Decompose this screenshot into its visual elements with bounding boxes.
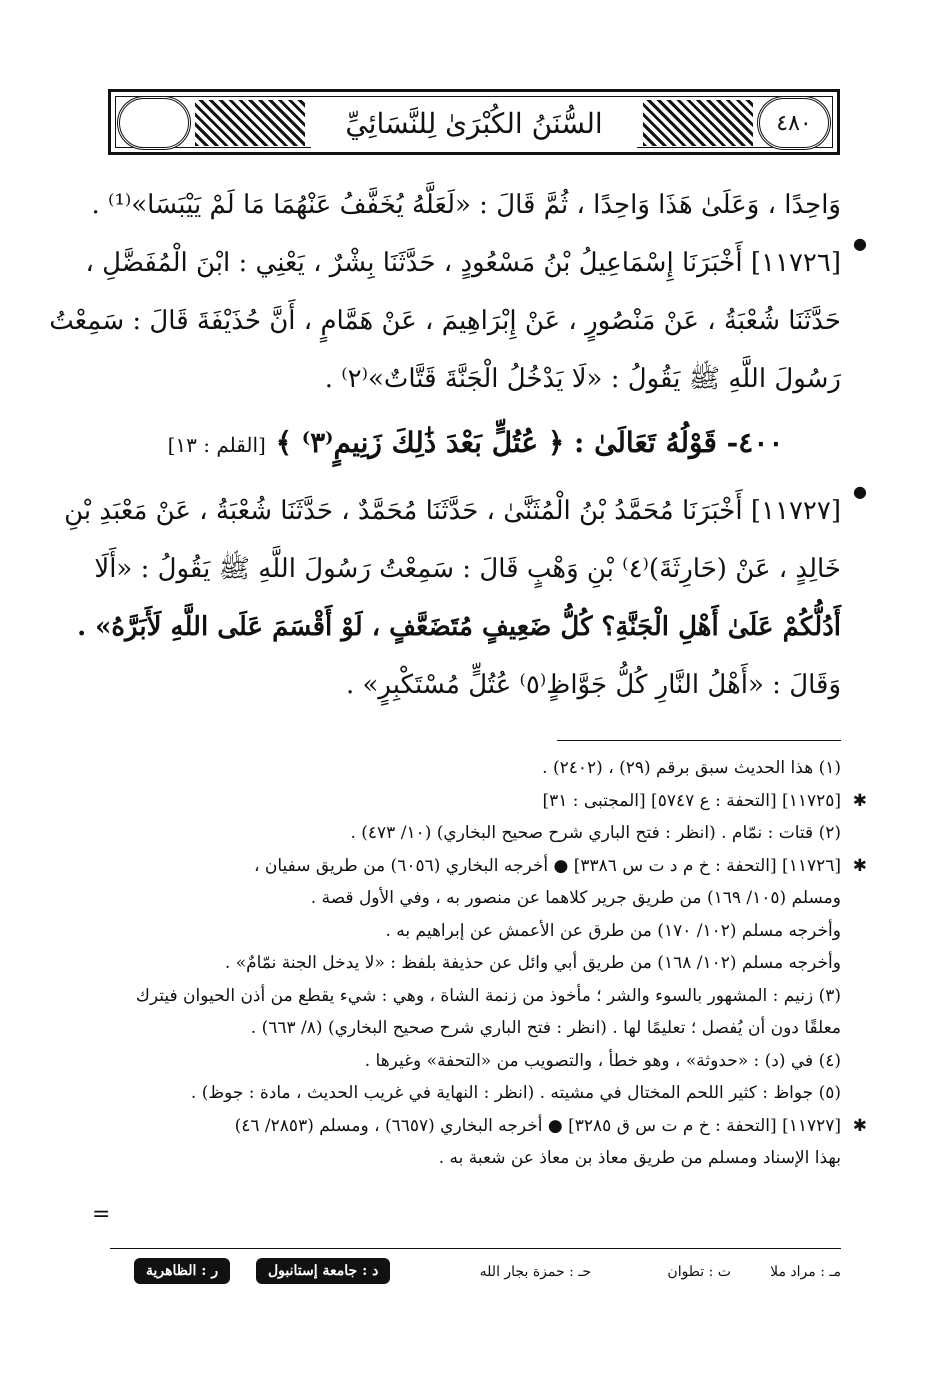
star-icon: ✱: [852, 790, 867, 811]
heading-text: ٤٠٠- قَوْلُهُ تَعَالَىٰ : ﴿ عُتُلٍّ بَعْدَ ذَٰلِكَ زَنِيمٍ⁽٣⁾ ﴾: [275, 426, 784, 459]
bullet-icon: ●: [853, 482, 867, 501]
footnote-takhrij: [110, 1110, 867, 1143]
header-ornament-left: [195, 100, 305, 146]
chapter-heading: [110, 412, 841, 476]
footnote-text: [١١٧٢٦] [التحفة : خ م د ت س ٣٣٨٦] ● أخرجه البخاري (٦٠٥٦) من طريق سفيان ،: [253, 855, 841, 876]
footnote: بهذا الإسناد ومسلم من طريق معاذ بن معاذ عن شعبة به .: [438, 1148, 841, 1168]
footnote: (٥) جواظ : كثير اللحم المختال في مشيته . (انظر : النهاية في غريب الحديث ، مادة : جوظ) .: [190, 1083, 841, 1103]
text-line: حَدَّثَنَا شُعْبَةُ ، عَنْ مَنْصُورٍ ، عَنْ إِبْرَاهِيمَ ، عَنْ هَمَّامٍ ، أَنَّ حُذَيْفَةَ قَالَ : سَمِعْتُ: [49, 306, 841, 336]
footnote: ومسلم (١٠٥/ ١٦٩) من طريق جرير كلاهما عن منصور به ، وفي الأول قصة .: [310, 888, 841, 908]
header-ornament-right: [643, 100, 753, 146]
credits-divider: [110, 1248, 841, 1249]
footnote: (٢) قتات : نمّام . (انظر : فتح الباري شرح صحيح البخاري) (١٠/ ٤٧٣) .: [350, 823, 841, 843]
text-line: رَسُولَ اللَّهِ ﷺ يَقُولُ : «لَا يَدْخُلُ الْجَنَّةَ قَتَّاتٌ»⁽٢⁾ .: [324, 364, 841, 394]
bullet-icon: ●: [853, 234, 867, 253]
footnote: معلقًا دون أن يُفصل ؛ تعليمًا لها . (انظر : فتح الباري شرح صحيح البخاري) (٨/ ٦٦٣) .: [250, 1018, 841, 1038]
footnote: وأخرجه مسلم (١٠٢/ ١٧٠) من طرق عن الأعمش عن إبراهيم به .: [385, 920, 841, 941]
credit-h: حـ : حمزة بجار الله: [479, 1264, 591, 1280]
text-line: أَدُلُّكُمْ عَلَىٰ أَهْلِ الْجَنَّةِ؟ كُلُّ ضَعِيفٍ مُتَضَعَّفٍ ، لَوْ أَقْسَمَ عَلَى اللَّهِ لَأَبَرَّهُ» .: [77, 612, 841, 642]
star-icon: ✱: [852, 855, 867, 876]
footnote-takhrij: [110, 785, 867, 818]
text-line: وَاحِدًا ، وَعَلَىٰ هَذَا وَاحِدًا ، ثُمَّ قَالَ : «لَعَلَّهُ يُخَفَّفُ عَنْهُمَا مَا لَمْ يَيْبَسَا»⁽¹⁾ .: [91, 190, 841, 220]
credit-d-badge: د : جامعة إستانبول: [256, 1258, 390, 1284]
page-header: [108, 89, 840, 155]
hadith-11726: [49, 234, 867, 408]
text-line: خَالِدٍ ، عَنْ (حَارِثَةَ)⁽٤⁾ بْنِ وَهْبٍ قَالَ : سَمِعْتُ رَسُولَ اللَّهِ ﷺ يَقُولُ : «أَلَا: [94, 554, 841, 584]
quran-reference: [القلم : ١٣]: [167, 433, 266, 457]
calligraphy-emblem: [117, 96, 191, 150]
footnote: (٣) زنيم : المشهور بالسوء والشر ؛ مأخوذ من زنمة الشاة ، وهي : شيء يقطع من أذن الحيوان فيترك: [135, 985, 841, 1006]
manuscript-credits: [110, 1256, 841, 1290]
footnotes: [110, 752, 867, 1175]
continuation-mark: =: [92, 1202, 111, 1227]
footnote-text: [١١٧٢٧] [التحفة : خ م ت س ق ٣٢٨٥] ● أخرجه البخاري (٦٦٥٧) ، ومسلم (٢٨٥٣/ ٤٦): [234, 1115, 841, 1136]
text-line: وَقَالَ : «أَهْلُ النَّارِ كُلُّ جَوَّاظٍ⁽٥⁾ عُتُلٍّ مُسْتَكْبِرٍ» .: [346, 670, 841, 700]
hadith-11727: [64, 482, 867, 714]
text-line: [١١٧٢٧] أَخْبَرَنَا مُحَمَّدُ بْنُ الْمُثَنَّىٰ ، حَدَّثَنَا مُحَمَّدٌ ، حَدَّثَنَا شُعْبَةُ ، عَنْ مَعْبَدِ بْنِ: [64, 496, 841, 526]
footnote: وأخرجه مسلم (١٠٢/ ١٦٨) من طريق أبي وائل عن حذيفة بلفظ : «لا يدخل الجنة نمّامٌ» .: [224, 953, 841, 973]
credit-m: مـ : مراد ملا: [770, 1264, 841, 1280]
credit-r-badge: ر : الظاهرية: [134, 1258, 230, 1284]
footnote: (١) هذا الحديث سبق برقم (٢٩) ، (٢٤٠٢) .: [542, 758, 841, 778]
star-icon: ✱: [852, 1115, 867, 1136]
footnote-takhrij: [110, 850, 867, 883]
footnote-text: [١١٧٢٥] [التحفة : ع ٥٧٤٧] [المجتبى : ٣١]: [542, 790, 841, 811]
page-number: ٤٨٠: [757, 96, 831, 150]
credit-t: ت : تطوان: [667, 1264, 731, 1280]
book-title: السُّنَنُ الكُبْرَىٰ لِلنَّسَائِيِّ: [311, 98, 637, 148]
text-line: [١١٧٢٦] أَخْبَرَنَا إِسْمَاعِيلُ بْنُ مَسْعُودٍ ، حَدَّثَنَا بِشْرٌ ، يَعْنِي : ابْنَ الْمُفَضَّلِ ،: [85, 248, 841, 278]
footnote: (٤) في (د) : «حدوثة» ، وهو خطأ ، والتصويب من «التحفة» وغيرها .: [364, 1050, 841, 1071]
main-text: [49, 176, 867, 714]
footnote-divider: [557, 740, 841, 741]
